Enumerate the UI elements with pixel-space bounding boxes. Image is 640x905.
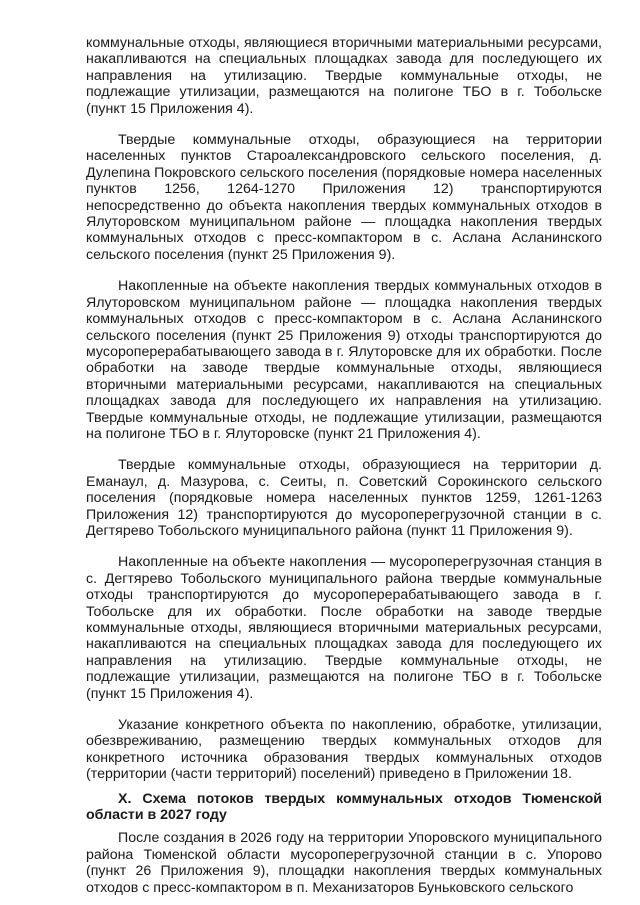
paragraph-continuation: коммунальные отходы, являющиеся вторичными материальными ресурсами, накапливаются на специальных площадках завода для последующего их направления на утилизацию. Твердые коммунальные отходы, не подлежащие утилизации, размещаются на полигоне ТБО в г. Тобольске (пункт 15 Приложения 4). [86,35,602,117]
section-heading: X. Схема потоков твердых коммунальных отходов Тюменской области в 2027 году [86,790,602,824]
paragraph-degtyarevo-accumulation: Накопленные на объекте накопления — мусороперегрузочная станция в с. Дегтярево Тобольского муниципального района твердые коммунальные отходы транспортируются до мусороперерабатывающего завода в г. Тобольске для их обработки. После обработки на заводе твердые коммунальные отходы, являющиеся вторичными материальных ресурсами, накапливаются на специальных площадках завода для последующего их направления на утилизацию. Твердые коммунальные отходы, не подлежащие утилизации, размещаются на полигоне ТБО в г. Тобольске (пункт 15 Приложения 4). [86,554,602,702]
paragraph-yalutorovsk-accumulation: Накопленные на объекте накопления твердых коммунальных отходов в Ялуторовском муниципальном районе — площадка накопления твердых коммунальных отходов с пресс-компактором в с. Аслана Асланинского сельского поселения (пункт 25 Приложения 9) отходы транспортируются до мусороперерабатывающего завода в г. Ялуторовске для их обработки. После обработки на заводе твердые коммунальные отходы, являющиеся вторичными материальными ресурсами, накапливаются на специальных площадках завода для последующего их направления на утилизацию. Твердые коммунальные отходы, не подлежащие утилизации, размещаются на полигоне ТБО в г. Ялуторовске (пункт 21 Приложения 4). [86,278,602,442]
paragraph-closing: После создания в 2026 году на территории Упоровского муниципального района Тюменской области мусороперегрузочной станции в с. Упорово (пункт 26 Приложения 9), площадки накопления твердых коммунальных отходов с пресс-компактором в п. Механизаторов Буньковского сельского [86,830,602,896]
paragraph-staroaleksandrovskoe: Твердые коммунальные отходы, образующиеся на территории населенных пунктов Староалександровского сельского поселения, д. Дулепина Покровского сельского поселения (порядковые номера населенных пунктов 1256, 1264-1270 Приложения 12) транспортируются непосредственно до объекта накопления твердых коммунальных отходов в Ялуторовском муниципальном районе — площадка накопления твердых коммунальных отходов с пресс-компактором в с. Аслана Асланинского сельского поселения (пункт 25 Приложения 9). [86,132,602,263]
paragraph-sorokino: Твердые коммунальные отходы, образующиеся на территории д. Еманаул, д. Мазурова, с. Сеиты, п. Советский Сорокинского сельского поселения (порядковые номера населенных пунктов 1259, 1261-1263 Приложения 12) транспортируются до мусороперегрузочной станции в с. Дегтярево Тобольского муниципального района (пункт 11 Приложения 9). [86,457,602,539]
paragraph-appendix-reference: Указание конкретного объекта по накоплению, обработке, утилизации, обезвреживанию, размещению твердых коммунальных отходов для конкретного источника образования твердых коммунальных отходов (территории (части территорий) поселений) приведено в Приложении 18. [86,717,602,783]
